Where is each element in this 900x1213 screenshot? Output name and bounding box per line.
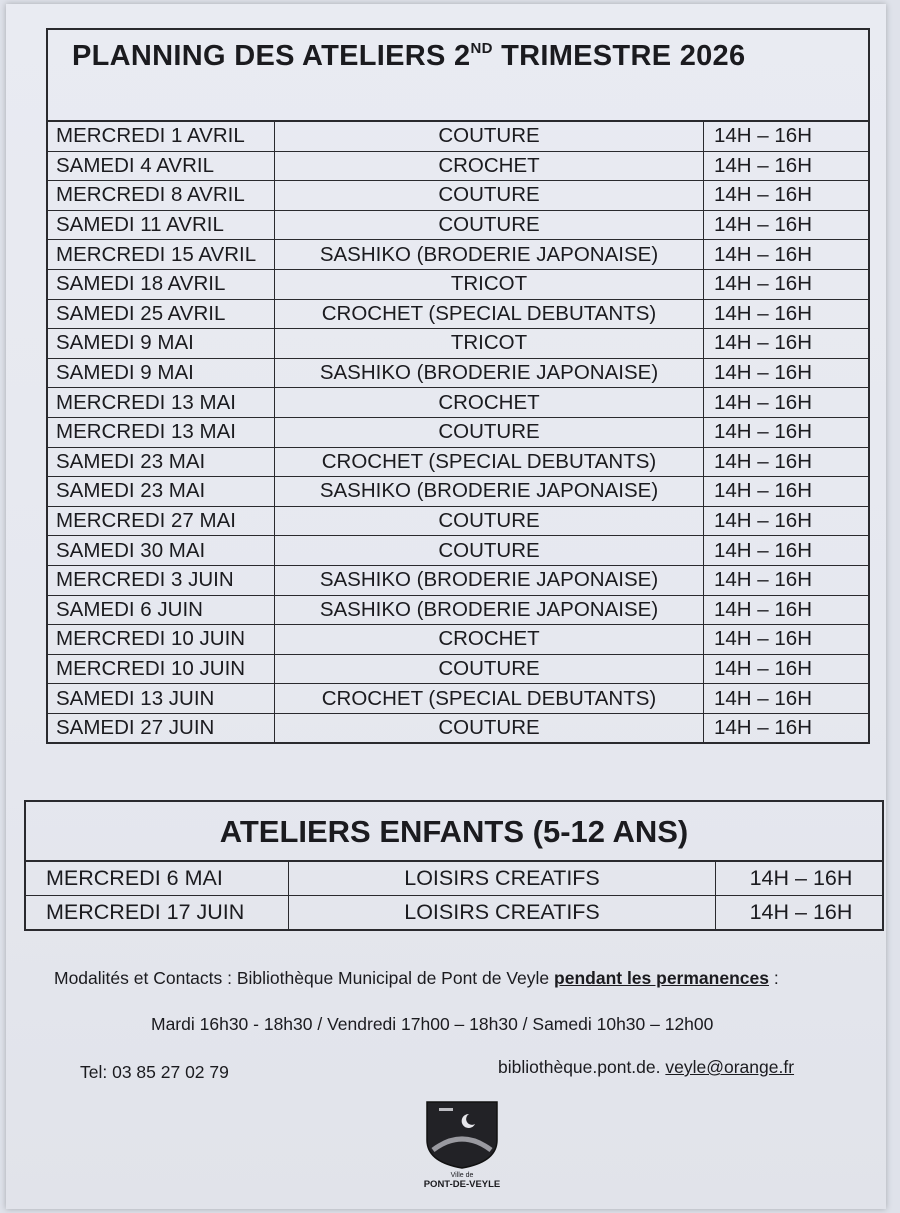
schedule-row bbox=[48, 565, 868, 595]
email-address bbox=[498, 1057, 794, 1078]
row-date: MERCREDI 17 JUIN bbox=[26, 896, 289, 930]
coat-of-arms-icon bbox=[425, 1100, 499, 1170]
row-date: MERCREDI 1 AVRIL bbox=[48, 122, 275, 151]
row-activity: COUTURE bbox=[275, 536, 704, 566]
schedule-row bbox=[48, 122, 868, 151]
schedule-row bbox=[48, 417, 868, 447]
row-time: 14H – 16H bbox=[704, 122, 869, 151]
schedule-table bbox=[46, 28, 870, 744]
schedule-row bbox=[48, 240, 868, 270]
row-date: SAMEDI 9 MAI bbox=[48, 329, 275, 359]
row-time: 14H – 16H bbox=[704, 210, 869, 240]
schedule-row bbox=[48, 210, 868, 240]
row-activity: COUTURE bbox=[275, 417, 704, 447]
row-time: 14H – 16H bbox=[704, 654, 869, 684]
schedule-row bbox=[48, 299, 868, 329]
row-date: SAMEDI 11 AVRIL bbox=[48, 210, 275, 240]
row-time: 14H – 16H bbox=[704, 181, 869, 211]
row-time: 14H – 16H bbox=[704, 269, 869, 299]
row-activity: SASHIKO (BRODERIE JAPONAISE) bbox=[275, 240, 704, 270]
row-activity: LOISIRS CREATIFS bbox=[289, 896, 716, 930]
logo-caption-small: Ville de bbox=[450, 1172, 474, 1179]
row-date: MERCREDI 13 MAI bbox=[48, 388, 275, 418]
row-activity: COUTURE bbox=[275, 654, 704, 684]
row-date: MERCREDI 10 JUIN bbox=[48, 654, 275, 684]
schedule-row bbox=[48, 269, 868, 299]
row-date: MERCREDI 3 JUIN bbox=[48, 565, 275, 595]
row-activity: SASHIKO (BRODERIE JAPONAISE) bbox=[275, 477, 704, 507]
row-date: SAMEDI 6 JUIN bbox=[48, 595, 275, 625]
schedule-row bbox=[48, 625, 868, 655]
kids-row bbox=[26, 896, 882, 930]
flyer-sheet bbox=[6, 4, 886, 1209]
row-date: SAMEDI 23 MAI bbox=[48, 477, 275, 507]
schedule-title-main: PLANNING DES ATELIERS 2 bbox=[72, 40, 471, 72]
kids-title: ATELIERS ENFANTS (5-12 ANS) bbox=[26, 802, 882, 861]
row-activity: TRICOT bbox=[275, 329, 704, 359]
row-time: 14H – 16H bbox=[704, 329, 869, 359]
logo-caption-name: PONT-DE-VEYLE bbox=[423, 1179, 501, 1190]
row-activity: CROCHET bbox=[275, 151, 704, 181]
row-activity: SASHIKO (BRODERIE JAPONAISE) bbox=[275, 358, 704, 388]
row-activity: COUTURE bbox=[275, 181, 704, 211]
row-time: 14H – 16H bbox=[704, 417, 869, 447]
row-time: 14H – 16H bbox=[704, 358, 869, 388]
row-activity: TRICOT bbox=[275, 269, 704, 299]
town-logo bbox=[414, 1100, 510, 1190]
row-activity: SASHIKO (BRODERIE JAPONAISE) bbox=[275, 595, 704, 625]
row-activity: CROCHET bbox=[275, 388, 704, 418]
schedule-row bbox=[48, 181, 868, 211]
row-activity: COUTURE bbox=[275, 506, 704, 536]
schedule-rows bbox=[48, 122, 868, 742]
phone-number: Tel: 03 85 27 02 79 bbox=[80, 1062, 229, 1082]
row-date: MERCREDI 15 AVRIL bbox=[48, 240, 275, 270]
row-time: 14H – 16H bbox=[704, 447, 869, 477]
row-date: SAMEDI 13 JUIN bbox=[48, 684, 275, 714]
row-time: 14H – 16H bbox=[704, 713, 869, 742]
row-activity: COUTURE bbox=[275, 210, 704, 240]
schedule-row bbox=[48, 447, 868, 477]
schedule-row bbox=[48, 151, 868, 181]
row-date: MERCREDI 10 JUIN bbox=[48, 625, 275, 655]
schedule-row bbox=[48, 654, 868, 684]
email-prefix: bibliothèque.pont.de. bbox=[498, 1057, 666, 1077]
schedule-row bbox=[48, 388, 868, 418]
schedule-title bbox=[48, 30, 868, 122]
schedule-row bbox=[48, 329, 868, 359]
row-date: SAMEDI 25 AVRIL bbox=[48, 299, 275, 329]
row-activity: COUTURE bbox=[275, 122, 704, 151]
row-date: SAMEDI 27 JUIN bbox=[48, 713, 275, 742]
schedule-row bbox=[48, 506, 868, 536]
row-activity: CROCHET (SPECIAL DEBUTANTS) bbox=[275, 447, 704, 477]
contacts-suffix: : bbox=[768, 968, 779, 988]
row-date: SAMEDI 4 AVRIL bbox=[48, 151, 275, 181]
row-time: 14H – 16H bbox=[704, 684, 869, 714]
row-date: MERCREDI 6 MAI bbox=[26, 862, 289, 896]
email-link[interactable]: veyle@orange.fr bbox=[665, 1057, 795, 1077]
schedule-row bbox=[48, 713, 868, 742]
row-activity: CROCHET bbox=[275, 625, 704, 655]
kids-row bbox=[26, 862, 882, 896]
schedule-row bbox=[48, 595, 868, 625]
row-activity: SASHIKO (BRODERIE JAPONAISE) bbox=[275, 565, 704, 595]
row-time: 14H – 16H bbox=[704, 477, 869, 507]
schedule-row bbox=[48, 536, 868, 566]
row-time: 14H – 16H bbox=[704, 536, 869, 566]
schedule-title-rest: TRIMESTRE 2026 bbox=[492, 40, 746, 72]
row-activity: CROCHET (SPECIAL DEBUTANTS) bbox=[275, 299, 704, 329]
row-time: 14H – 16H bbox=[716, 896, 883, 930]
row-time: 14H – 16H bbox=[704, 299, 869, 329]
row-time: 14H – 16H bbox=[716, 862, 883, 896]
row-time: 14H – 16H bbox=[704, 595, 869, 625]
row-time: 14H – 16H bbox=[704, 151, 869, 181]
row-time: 14H – 16H bbox=[704, 506, 869, 536]
schedule-title-sup: ND bbox=[470, 40, 493, 57]
row-date: MERCREDI 8 AVRIL bbox=[48, 181, 275, 211]
schedule-row bbox=[48, 684, 868, 714]
kids-table bbox=[24, 800, 884, 931]
row-time: 14H – 16H bbox=[704, 625, 869, 655]
row-date: SAMEDI 23 MAI bbox=[48, 447, 275, 477]
row-activity: CROCHET (SPECIAL DEBUTANTS) bbox=[275, 684, 704, 714]
row-time: 14H – 16H bbox=[704, 240, 869, 270]
contacts-prefix: Modalités et Contacts : Bibliothèque Municipal de Pont de Veyle bbox=[54, 968, 555, 988]
row-date: SAMEDI 9 MAI bbox=[48, 358, 275, 388]
contacts-line bbox=[54, 968, 779, 989]
row-date: SAMEDI 18 AVRIL bbox=[48, 269, 275, 299]
row-time: 14H – 16H bbox=[704, 388, 869, 418]
schedule-row bbox=[48, 477, 868, 507]
schedule-row bbox=[48, 358, 868, 388]
row-activity: LOISIRS CREATIFS bbox=[289, 862, 716, 896]
row-date: SAMEDI 30 MAI bbox=[48, 536, 275, 566]
kids-rows bbox=[26, 861, 882, 929]
row-date: MERCREDI 27 MAI bbox=[48, 506, 275, 536]
row-time: 14H – 16H bbox=[704, 565, 869, 595]
row-activity: COUTURE bbox=[275, 713, 704, 742]
row-date: MERCREDI 13 MAI bbox=[48, 417, 275, 447]
contacts-bold: pendant les permanences bbox=[554, 968, 769, 988]
opening-hours: Mardi 16h30 - 18h30 / Vendredi 17h00 – 18h30 / Samedi 10h30 – 12h00 bbox=[151, 1014, 714, 1034]
